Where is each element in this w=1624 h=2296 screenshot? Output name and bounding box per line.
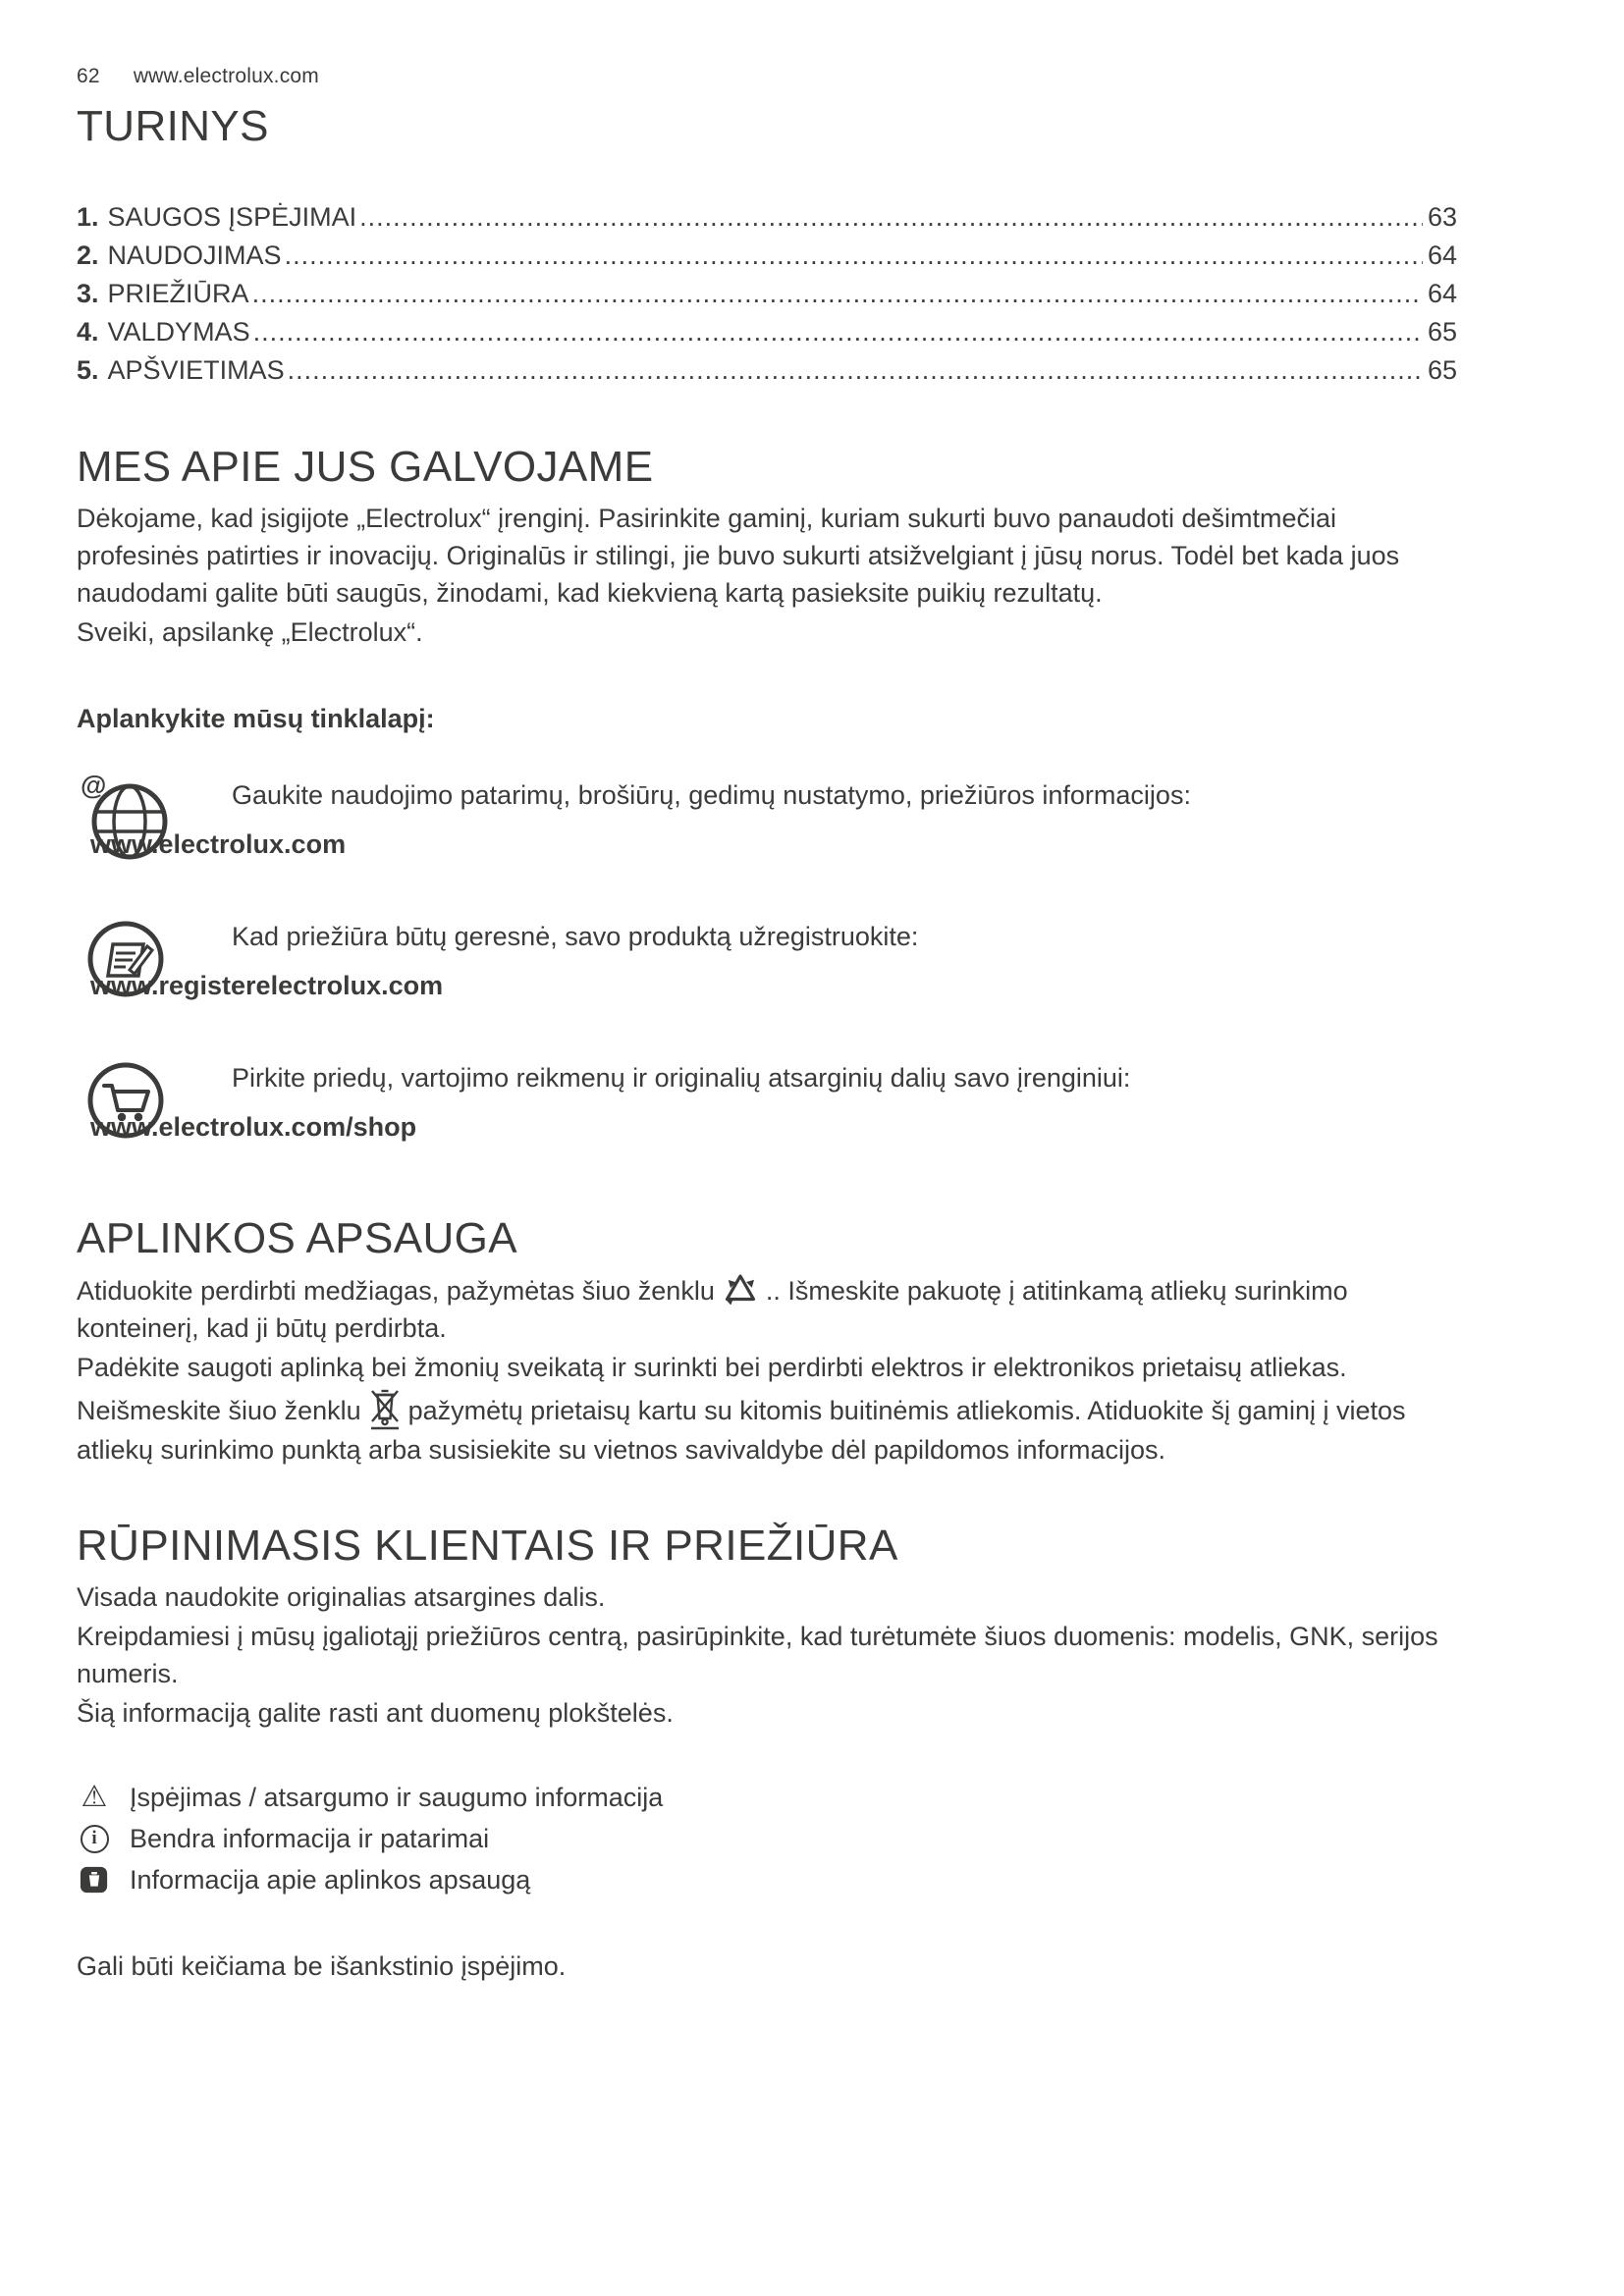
warning-triangle-icon [77,1783,112,1812]
section-title-about: MES APIE JUS GALVOJAME [77,443,654,491]
visit-heading: Aplankykite mūsų tinklalapį: [77,704,435,733]
legend-label: Informacija apie aplinkos apsaugą [130,1865,531,1895]
toc-entry-label: APŠVIETIMAS [107,355,285,385]
intro-welcome: Sveiki, apsilankę „Electrolux“. [77,617,423,647]
legend-row-warning [77,1777,1457,1818]
toc-entry-number: 1. [77,202,99,232]
page-header [77,65,1457,88]
warning-glyph: ⚠ [81,1781,108,1813]
care-line: Šią informaciją galite rasti ant duomenų plokštelės. [77,1698,674,1728]
info-circle-icon [77,1825,112,1853]
toc-leader-dots [285,237,1423,275]
section-title-environment: APLINKOS APSAUGA [77,1214,518,1262]
toc-leader-dots [359,198,1423,237]
environment-paragraph-1 [77,1271,1457,1347]
toc-entry-number: 4. [77,317,99,347]
toc-entry-page: 64 [1427,279,1457,308]
toc-leader-dots [253,313,1423,351]
toc-entry[interactable] [77,313,1457,351]
header-site-url: www.electrolux.com [133,65,319,87]
care-line: Kreipdamiesi į mūsų įgaliotąjį priežiūros centrą, pasirūpinkite, kad turėtumėte šiuos duomenis: modelis, GNK, serijos numeris. [77,1622,1438,1688]
toc-entry-label: SAUGOS ĮSPĖJIMAI [107,202,357,232]
toc-entry-number: 5. [77,355,99,385]
toc-entry-label: NAUDOJIMAS [107,240,282,270]
svg-text:@: @ [81,773,107,800]
toc-entry-number: 2. [77,240,99,270]
weblink-url[interactable]: www.electrolux.com/shop [90,1112,417,1142]
environment-p1-text-before: Atiduokite perdirbti medžiagas, pažymėtas šiuo ženklu [77,1276,715,1306]
weblink-tips [77,773,1457,879]
toc-entry[interactable] [77,275,1457,313]
weblink-shop [77,1059,1457,1161]
recycle-icon [722,1271,759,1305]
toc-entry-number: 3. [77,279,99,308]
toc-entry[interactable] [77,237,1457,275]
care-line: Visada naudokite originalias atsargines dalis. [77,1582,606,1612]
legend-label: Įspėjimas / atsargumo ir saugumo informacija [130,1783,664,1812]
toc-entry-page: 64 [1427,240,1457,270]
environment-icon [77,1865,112,1895]
toc-leader-dots [252,275,1423,313]
legend-row-info [77,1818,1457,1859]
toc-entry[interactable] [77,198,1457,237]
info-glyph: i [91,1828,97,1848]
weblink-description: Kad priežiūra būtų geresnė, savo produktą užregistruokite: [232,922,919,951]
symbol-legend [77,1777,1457,1900]
weblink-url[interactable]: www.registerelectrolux.com [90,971,444,1000]
environment-p1-text-after: .. Išmeskite pakuotę į atitinkamą atliekų surinkimo konteinerį, kad ji būtų perdirbta. [77,1276,1348,1343]
toc-entry[interactable] [77,351,1457,390]
toc-entry-page: 63 [1427,202,1457,232]
toc-entry-label: VALDYMAS [107,317,250,347]
table-of-contents [77,198,1457,390]
weblink-description: Gaukite naudojimo patarimų, brošiūrų, gedimų nustatymo, priežiūros informacijos: [232,780,1191,810]
environment-paragraph-2 [77,1349,1457,1468]
weblink-register [77,918,1457,1020]
environment-p2-text-after: pažymėtų prietaisų kartu su kitomis buitinėmis atliekomis. Atiduokite šį gaminį į vietos atliekų surinkimo punktą arba susisiekite su vietnos savivaldybe dėl papildomos informacijos. [77,1396,1406,1465]
section-title-care: RŪPINIMASIS KLIENTAIS IR PRIEŽIŪRA [77,1522,898,1570]
environment-p2-text-before: Padėkite saugoti aplinką bei žmonių sveikatą ir surinkti bei perdirbti elektros ir elektronikos prietaisų atliekas. Neišmeskite šiuo ženklu [77,1353,1347,1425]
page-number: 62 [77,65,100,87]
intro-paragraph: Dėkojame, kad įsigijote „Electrolux“ įrenginį. Pasirinkite gaminį, kuriam sukurti buvo panaudoti dešimtmečiai profesinės patirties ir inovacijų. Originalūs ir stilingi, jie buvo sukurti atsižvelgiant į jūsų norus. Todėl bet kada juos naudodami galite būti saugūs, žinodami, kad kiekvieną kartą pasieksite puikių rezultatų. [77,504,1400,608]
toc-leader-dots [288,351,1423,390]
subject-to-change-note: Gali būti keičiama be išankstinio įspėjimo. [77,1951,567,1981]
legend-label: Bendra informacija ir patarimai [130,1824,490,1853]
crossed-out-wheelie-bin-icon [368,1386,402,1431]
legend-row-environment [77,1859,1457,1900]
toc-entry-label: PRIEŽIŪRA [107,279,249,308]
toc-title: TURINYS [77,102,269,150]
toc-entry-page: 65 [1427,355,1457,385]
toc-entry-page: 65 [1427,317,1457,347]
weblink-description: Pirkite priedų, vartojimo reikmenų ir originalių atsarginių dalių savo įrenginiui: [232,1063,1131,1093]
weblink-url[interactable]: www.electrolux.com [90,829,347,859]
